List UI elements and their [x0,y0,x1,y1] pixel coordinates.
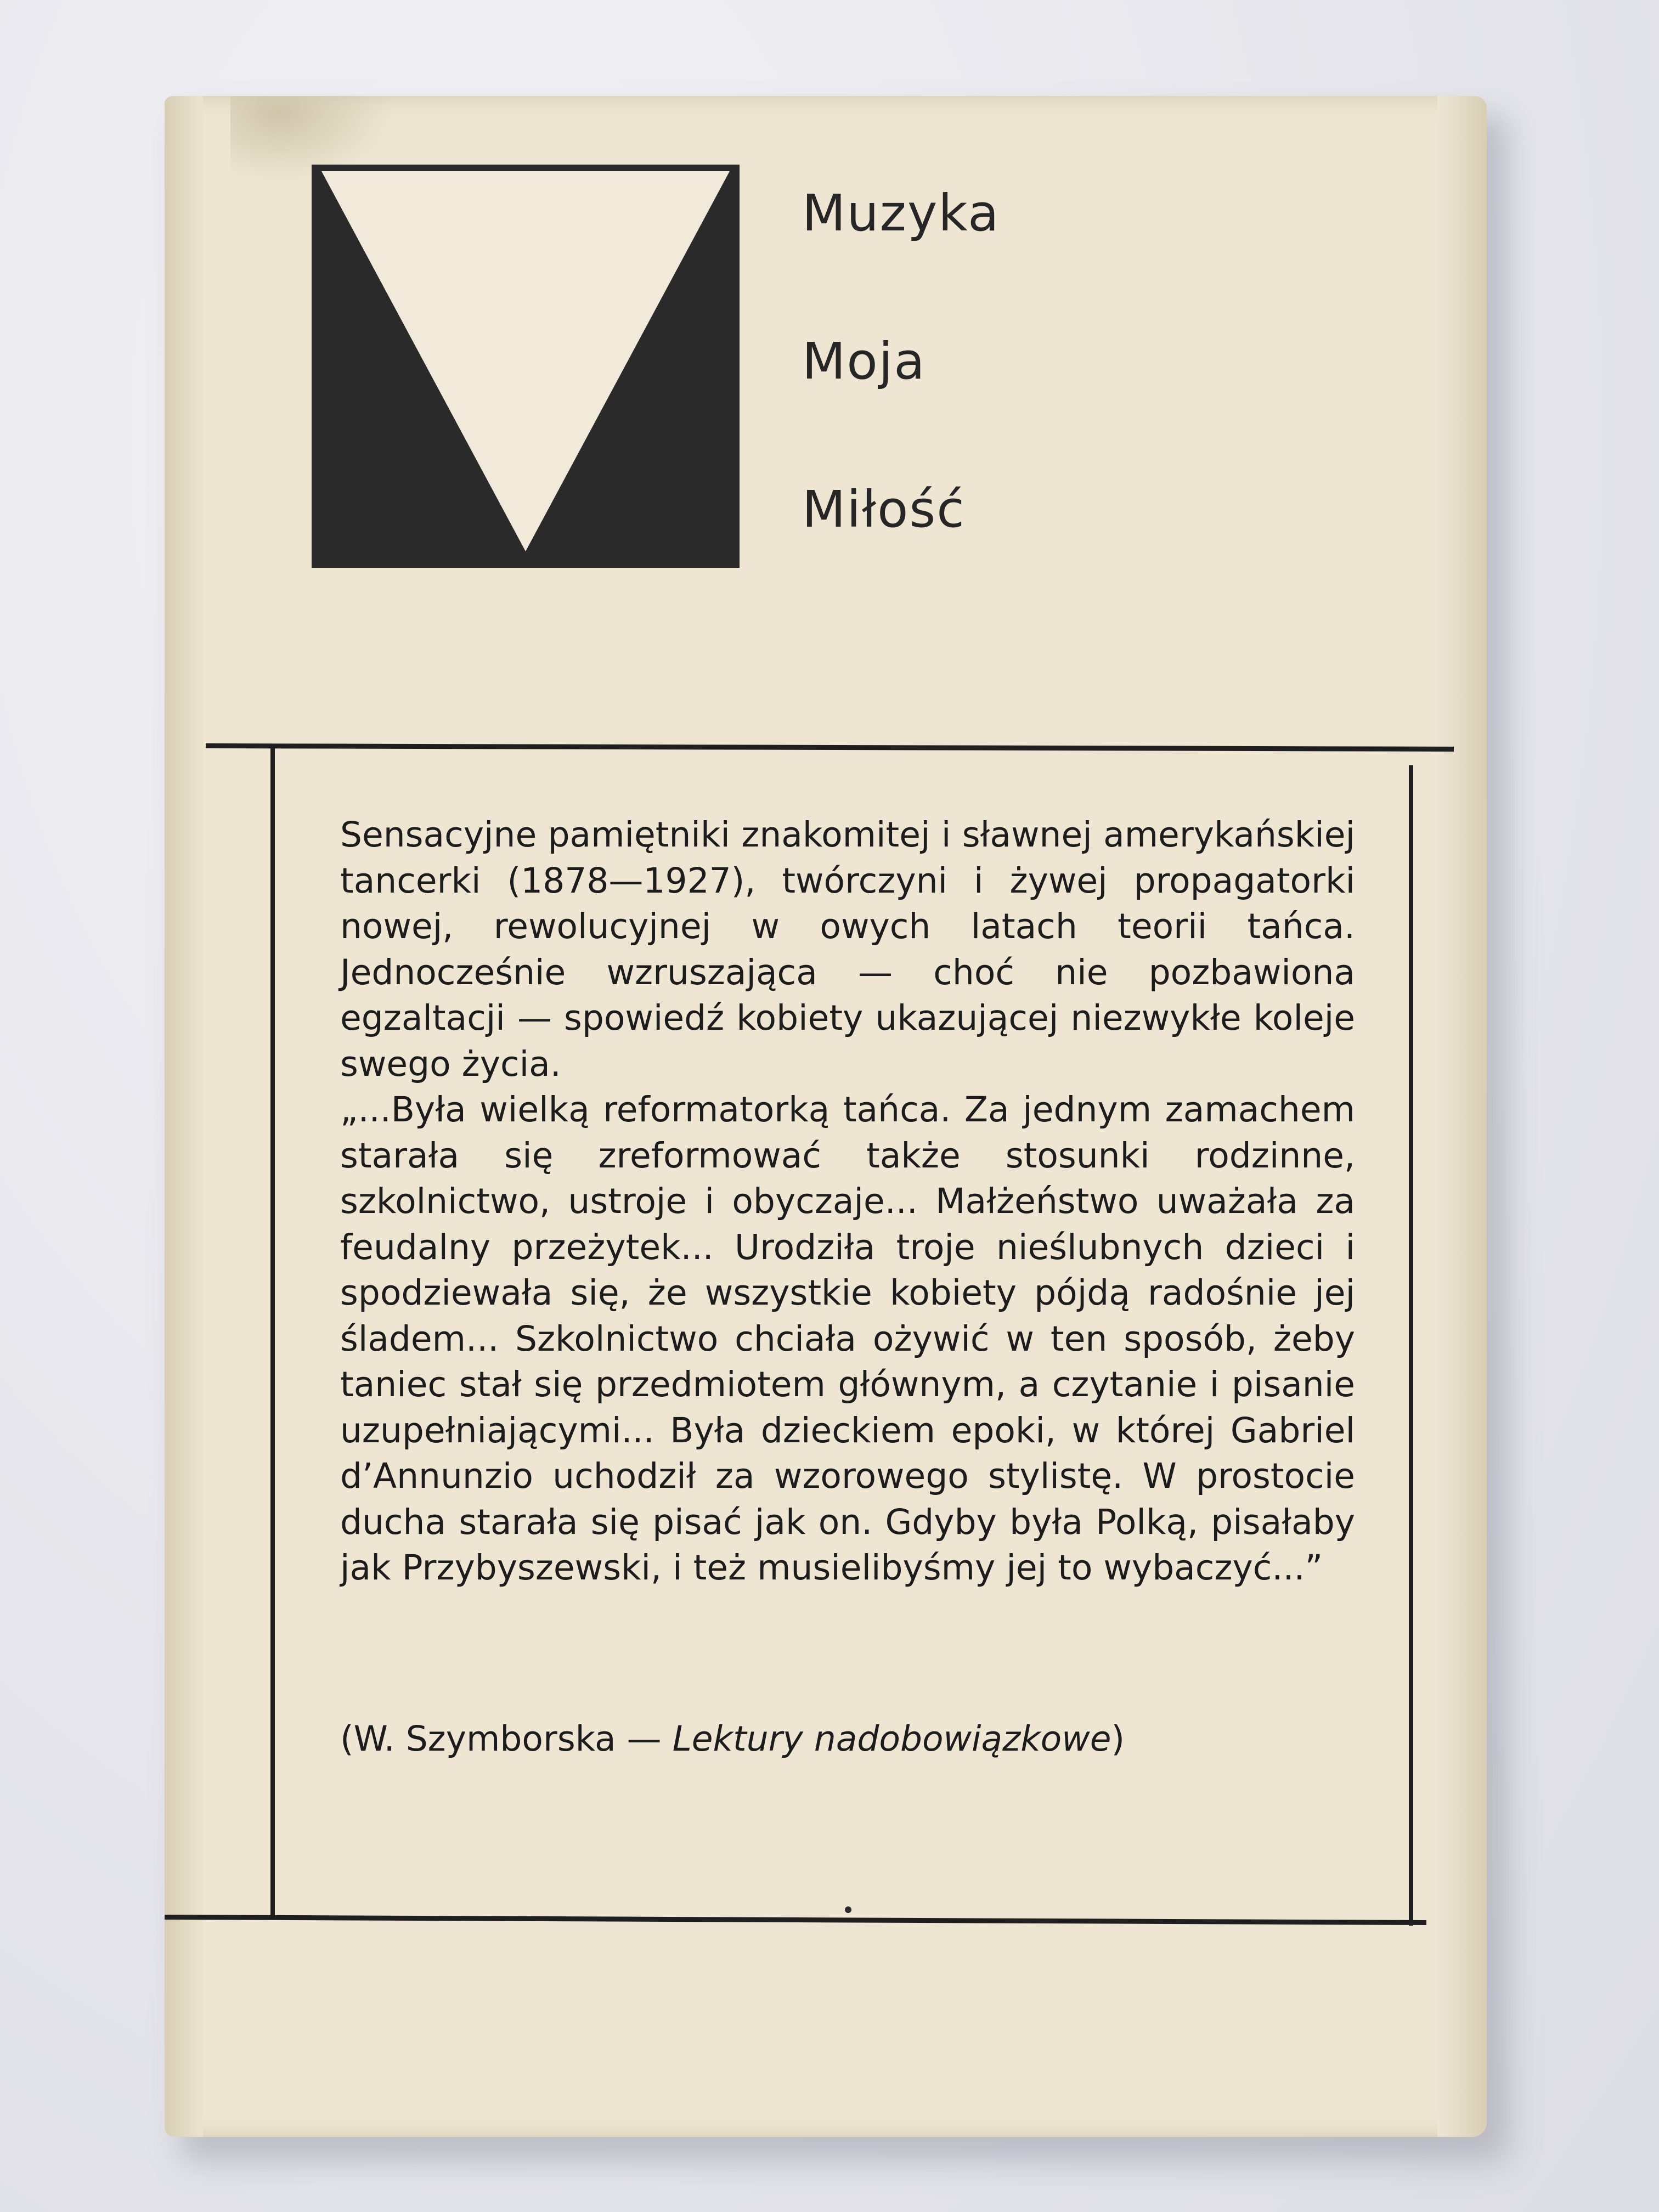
series-title-line-2: Moja [802,332,926,391]
series-title-line-1: Muzyka [802,184,1000,242]
inverted-triangle-icon [312,165,740,568]
series-title-line-3: Miłość [802,480,966,539]
print-dot [845,1906,851,1913]
quote-citation [340,1717,1383,1761]
blurb-quote: „...Była wielką reformatorką tańca. Za jednym zamachem starała się zreformować także stosunki rodzinne, szkolnictwo, ustroje i obyczaje... Małżeństwo uważała za feudalny przeżytek... Urodziła troje nieślubnych dzieci i spodziewała się, że wszystkie kobiety pójdą radośnie jej śladem... Szkolnictwo chciała ożywić w ten sposób, żeby taniec stał się przedmiotem głównym, a czytanie i pisanie uzupełniającymi... Była dzieckiem epoki, w której Gabriel d’Annunzio uchodził za wzorowego stylistę. W prostocie ducha starała się pisać jak on. Gdyby była Polką, pisałaby jak Przybyszewski, i też musielibyśmy jej to wybaczyć...” [340,1090,1355,1588]
blurb-text-block [340,812,1355,1591]
frame-rule-right [1409,765,1413,1926]
blurb-description: Sensacyjne pamiętniki znakomitej i sławnej amerykańskiej tancerki (1878—1927), twórczyni i żywej propagatorki nowej, rewolucyjnej w owych latach teorii tańca. Jednocześnie wzruszająca — choć nie pozbawiona egzaltacji — spowiedź kobiety ukazującej niezwykłe koleje swego życia. [340,815,1355,1084]
citation-author: (W. Szymborska — [340,1719,673,1759]
book-spine-edge [165,96,203,2137]
frame-rule-left [270,746,275,1917]
citation-close: ) [1111,1719,1125,1759]
citation-work-title: Lektury nadobowiązkowe [672,1719,1111,1759]
series-logo-icon [312,165,740,568]
book-fore-edge [1437,96,1487,2137]
